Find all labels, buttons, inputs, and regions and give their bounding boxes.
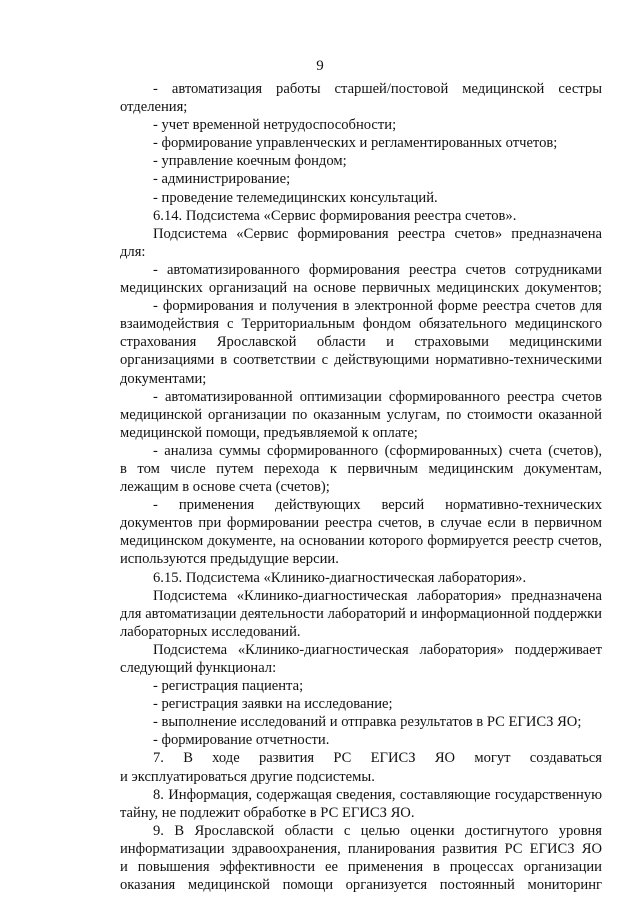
page-number: 9	[316, 58, 324, 74]
text-line: - регистрация заявки на исследование;	[153, 696, 393, 713]
text-line: следующий функционал:	[120, 660, 277, 676]
text-line: документов при формировании реестра счетов, в случае если в первичном	[120, 515, 602, 532]
text-line: - выполнение исследований и отправка результатов в РС ЕГИСЗ ЯО;	[153, 714, 582, 731]
document-body	[120, 80, 602, 894]
text-line: для автоматизации деятельности лабораторий и информационной поддержки	[120, 605, 602, 622]
text-line: в том числе путем перехода к первичным медицинским документам,	[120, 460, 602, 477]
text-line: - учет временной нетрудоспособности;	[153, 117, 397, 134]
text-line: медицинских организаций на основе первичных медицинских документов;	[120, 280, 602, 297]
text-line: - формирование управленческих и регламентированных отчетов;	[153, 135, 558, 152]
text-line: - управление коечным фондом;	[153, 153, 347, 170]
text-line: - применения действующих версий нормативно-технических	[153, 497, 602, 514]
text-line: лежащим в основе счета (счетов);	[120, 479, 330, 496]
text-line: медицинском документе, на основании которого формируется реестр счетов,	[120, 533, 602, 550]
text-line: 6.14. Подсистема «Сервис формирования реестра счетов».	[153, 207, 517, 224]
text-line: - автоматизация работы старшей/постовой медицинской сестры	[153, 81, 602, 97]
text-line: взаимодействия с Территориальным фондом обязательного медицинского	[120, 316, 602, 333]
text-line: 9. В Ярославской области с целью оценки достигнутого уровня	[153, 822, 602, 839]
text-line: 8. Информация, содержащая сведения, составляющие государственную	[153, 786, 602, 803]
text-line: тайну, не подлежит обработке в РС ЕГИСЗ ЯО.	[120, 804, 415, 821]
text-line: информатизации здравоохранения, планирования развития РС ЕГИСЗ ЯО	[120, 840, 602, 857]
text-line: и повышения эффективности ее применения в процессах организации	[120, 859, 602, 876]
text-line: Подсистема «Клинико-диагностическая лаборатория» предназначена	[153, 587, 602, 604]
text-line: лабораторных исследований.	[120, 623, 301, 640]
text-line: используются предыдущие версии.	[120, 551, 339, 568]
text-line: документами;	[120, 370, 207, 387]
text-line: - анализа суммы сформированного (сформированных) счета (счетов),	[153, 442, 602, 459]
text-line: Подсистема «Сервис формирования реестра счетов» предназначена	[153, 225, 602, 242]
text-line: - автоматизированной оптимизации сформированного реестра счетов	[153, 388, 602, 405]
text-line: и эксплуатироваться другие подсистемы.	[120, 768, 375, 785]
text-line: медицинской помощи, предъявляемой к оплате;	[120, 424, 418, 441]
text-line: оказания медицинской помощи организуется постоянный мониторинг	[120, 877, 602, 894]
text-line: 7. В ходе развития РС ЕГИСЗ ЯО могут создаваться	[153, 750, 602, 767]
text-line: организациями в соответствии с действующими нормативно-техническими	[120, 352, 602, 369]
text-line: - регистрация пациента;	[153, 678, 304, 695]
text-line: - проведение телемедицинских консультаций.	[153, 189, 438, 206]
text-line: 6.15. Подсистема «Клинико-диагностическая лаборатория».	[153, 569, 527, 586]
text-line: отделения;	[120, 99, 188, 116]
text-line: для:	[120, 243, 146, 260]
text-line: медицинской организации по оказанным услугам, по стоимости оказанной	[120, 406, 602, 423]
text-line: - администрирование;	[153, 171, 291, 188]
text-line: - формирования и получения в электронной форме реестра счетов для	[153, 298, 602, 315]
text-line: Подсистема «Клинико-диагностическая лаборатория» поддерживает	[153, 641, 602, 658]
text-line: страхования Ярославской области и страховыми медицинскими	[120, 334, 602, 351]
text-line: - автоматизированного формирования реестра счетов сотрудниками	[153, 261, 602, 278]
text-line: - формирование отчетности.	[153, 732, 330, 749]
